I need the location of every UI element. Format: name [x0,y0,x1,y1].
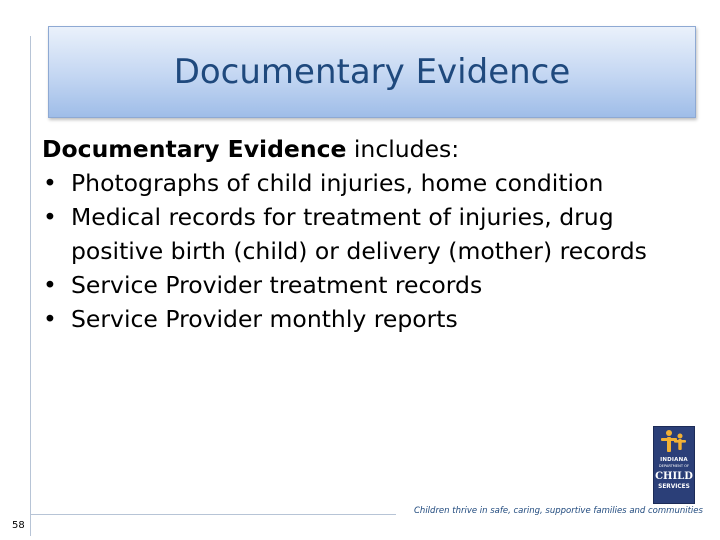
footer-rule [30,514,396,515]
logo-line-child: CHILD [655,471,693,482]
bullet-icon: • [43,169,57,197]
bullet-item [42,166,702,200]
bullet-item [42,302,702,336]
bullet-icon: • [43,305,57,333]
bullet-text: Service Provider monthly reports [71,305,458,333]
bullet-text: Photographs of child injuries, home condition [71,169,604,197]
logo-line-department: DEPARTMENT OF [658,464,690,468]
left-vertical-rule [30,36,31,536]
logo-line-services: SERVICES [658,484,690,490]
bullet-item [42,200,702,268]
title-banner [48,26,696,118]
dcs-logo [653,426,695,504]
slide-title: Documentary Evidence [173,52,571,92]
bullet-text: Service Provider treatment records [71,271,483,299]
slide-body [42,132,702,336]
intro-bold-text: Documentary Evidence [42,135,347,163]
bullet-icon: • [43,203,57,231]
bullet-list [42,166,702,336]
logo-line-indiana: INDIANA [660,457,688,463]
bullet-text: Medical records for treatment of injuries, drug positive birth (child) or delivery (mother) records [71,203,647,265]
intro-rest-text: includes: [346,135,460,163]
intro-line [42,132,702,166]
page-number: 58 [12,520,25,531]
footer-tagline: Children thrive in safe, caring, supportive families and communities [414,506,703,516]
bullet-item [42,268,702,302]
family-figures-icon [654,427,694,457]
bullet-icon: • [43,271,57,299]
